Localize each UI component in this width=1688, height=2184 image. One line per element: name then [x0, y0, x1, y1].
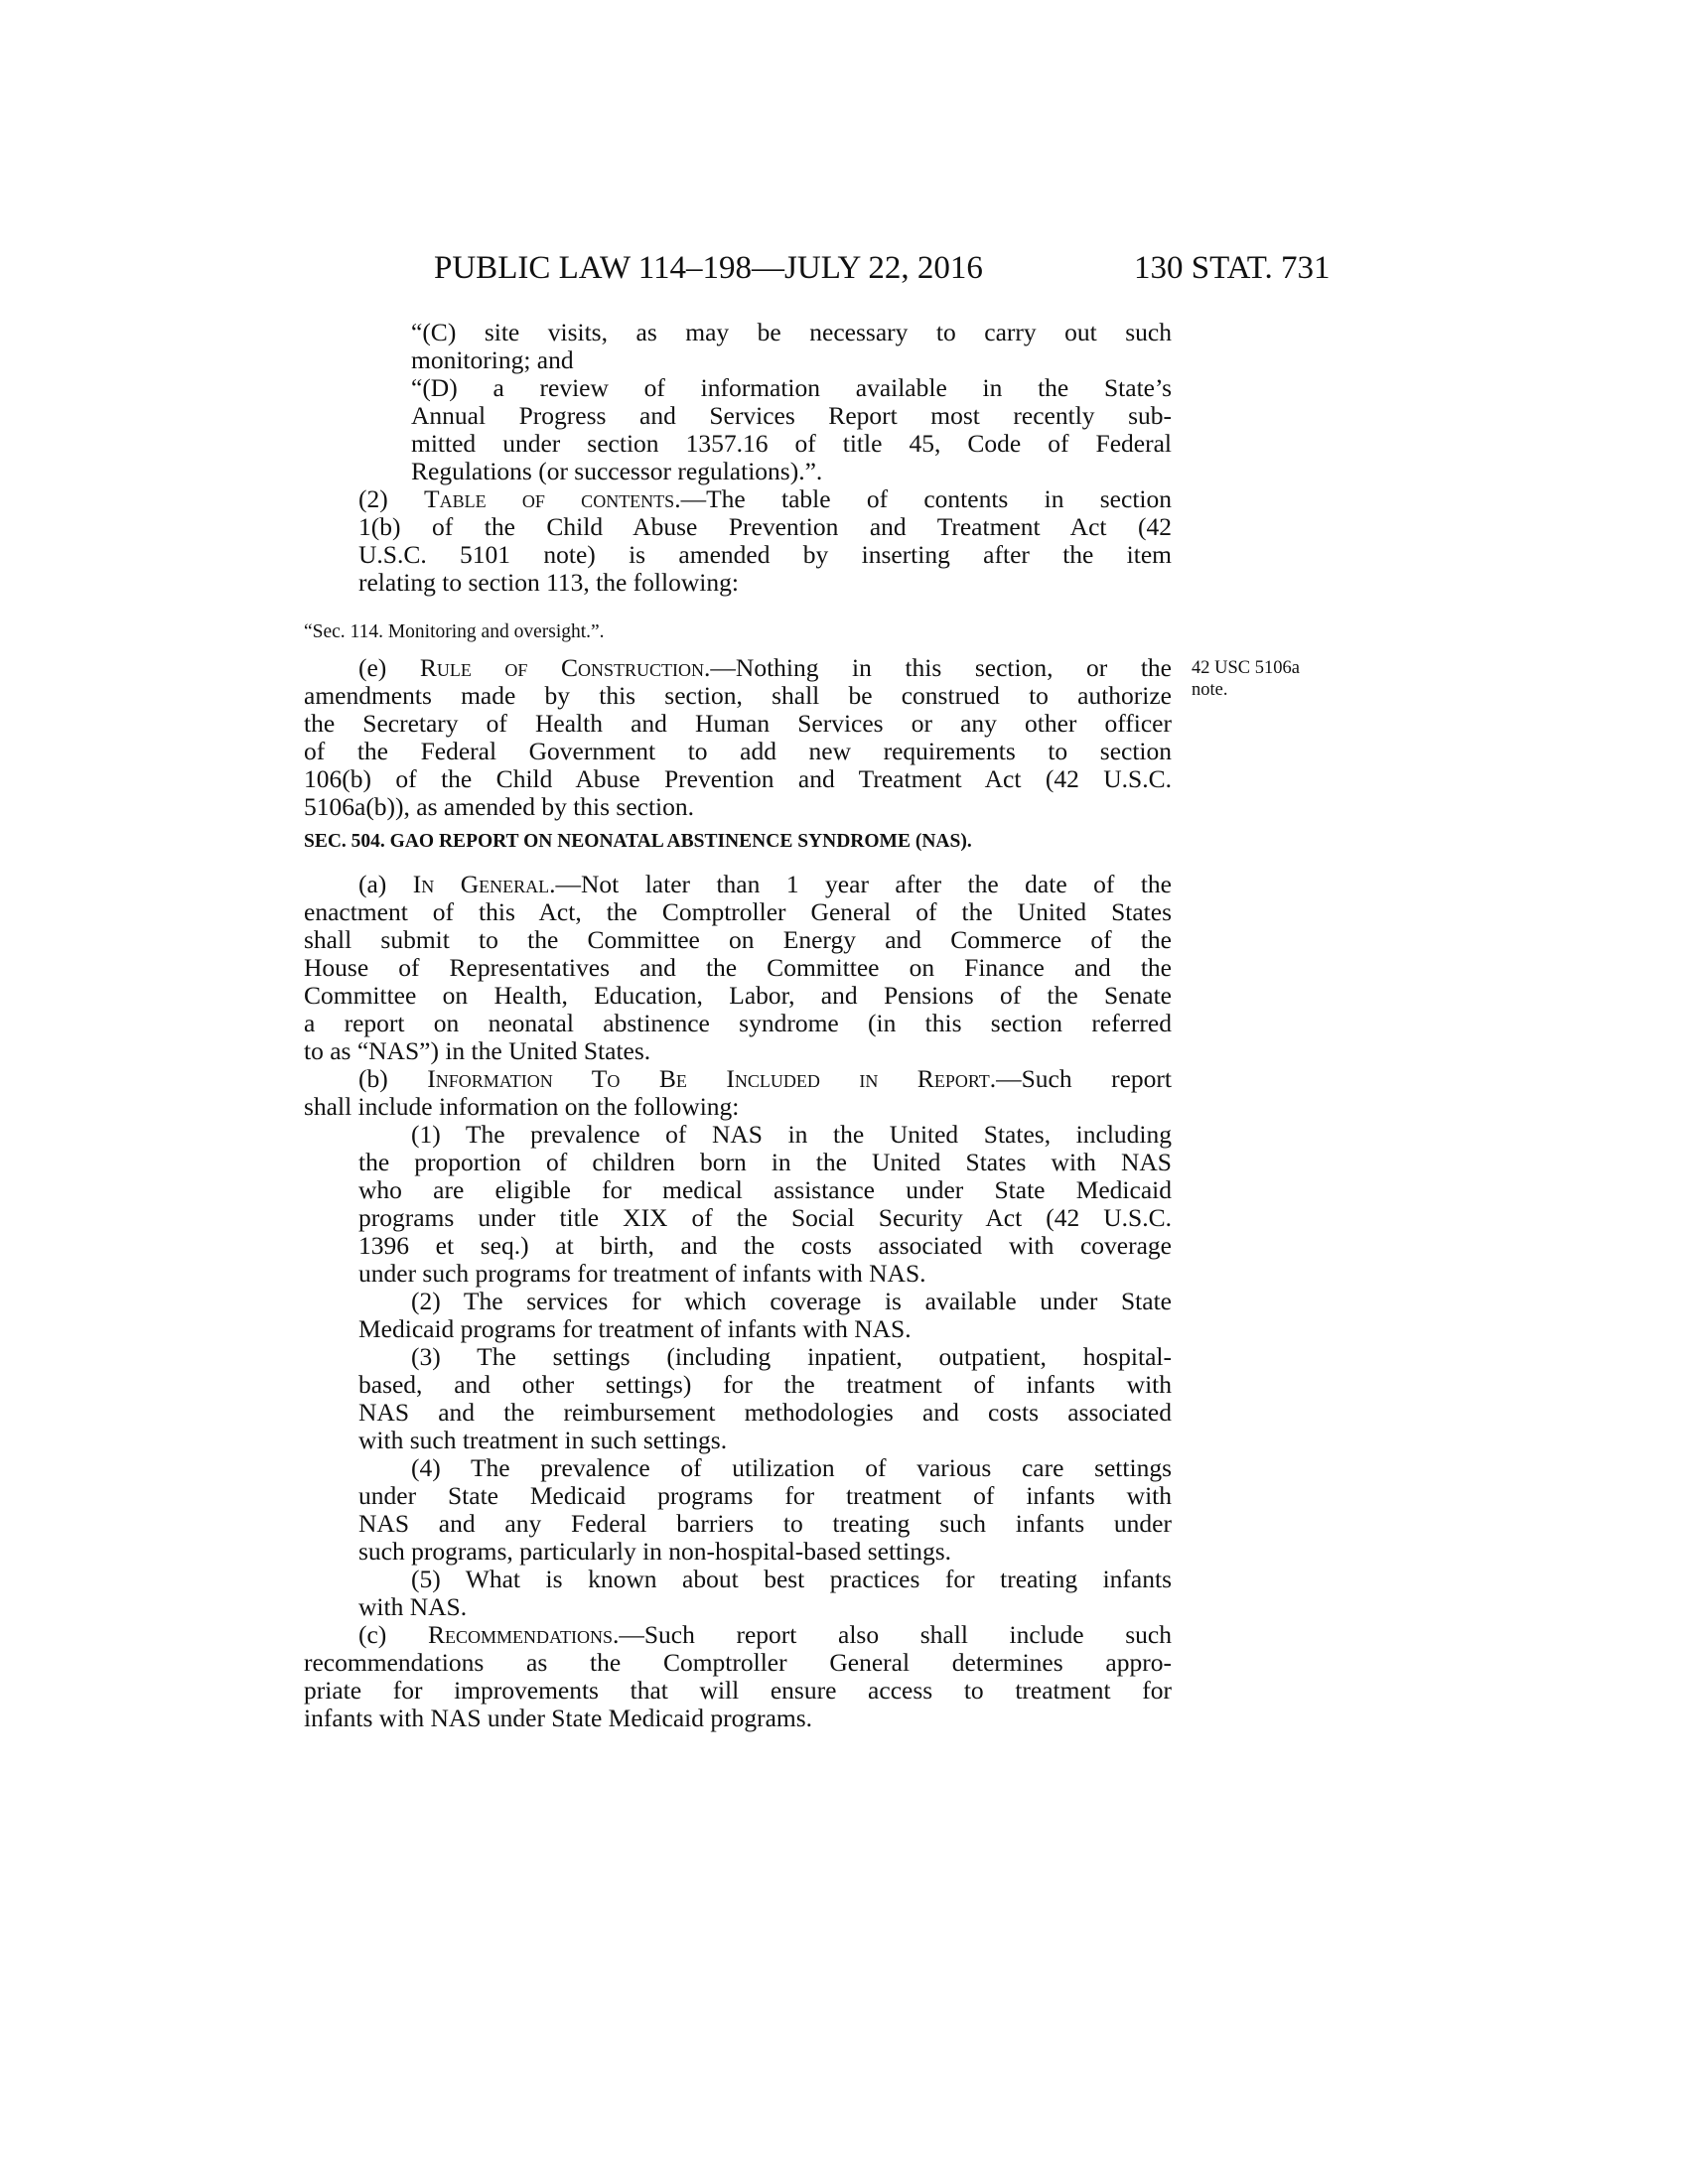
- list-item-line: (4) The prevalence of utilization of various care settings: [411, 1453, 1172, 1482]
- rec-paragraph-first-line: [358, 1621, 1172, 1649]
- paragraph-text: .—Nothing in this section, or the: [704, 653, 1172, 682]
- paragraph-number: (a): [358, 870, 413, 898]
- text-line: to as “NAS”) in the United States.: [304, 1036, 651, 1065]
- rule-paragraph-first-line: [358, 654, 1172, 682]
- paragraph-number: (c): [358, 1620, 428, 1649]
- paragraph-heading: Recommendations: [427, 1620, 613, 1649]
- text-line: Annual Progress and Services Report most recently sub-: [411, 401, 1172, 430]
- text-line: a report on neonatal abstinence syndrome (in this section referred: [304, 1009, 1172, 1037]
- running-header-stat-page: 130 STAT. 731: [1134, 250, 1331, 286]
- text-line: monitoring; and: [411, 345, 574, 374]
- general-paragraph-first-line: [358, 871, 1172, 898]
- text-line: shall submit to the Committee on Energy and Commerce of the: [304, 925, 1172, 954]
- list-item-line: (5) What is known about best practices for treating infants: [411, 1565, 1172, 1593]
- list-item-line: under such programs for treatment of infants with NAS.: [358, 1259, 926, 1288]
- text-line: infants with NAS under State Medicaid programs.: [304, 1704, 813, 1732]
- running-header-title: PUBLIC LAW 114–198—JULY 22, 2016: [434, 250, 983, 286]
- text-line: House of Representatives and the Committee on Finance and the: [304, 953, 1172, 982]
- paragraph-number: (2): [358, 484, 425, 513]
- list-item-line: with NAS.: [358, 1592, 468, 1621]
- text-line: 1(b) of the Child Abuse Prevention and Treatment Act (42: [358, 512, 1172, 541]
- list-item-line: such programs, particularly in non-hospital-based settings.: [358, 1537, 951, 1566]
- text-line: relating to section 113, the following:: [358, 568, 739, 597]
- text-line: U.S.C. 5101 note) is amended by inserting after the item: [358, 540, 1172, 569]
- text-line: mitted under section 1357.16 of title 45, Code of Federal: [411, 429, 1172, 458]
- paragraph-heading: Information To Be Included in Report: [427, 1064, 990, 1093]
- paragraph-text: .—Not later than 1 year after the date of the: [549, 870, 1172, 898]
- list-item-line: NAS and any Federal barriers to treating such infants under: [358, 1509, 1172, 1538]
- text-line: Committee on Health, Education, Labor, and Pensions of the Senate: [304, 981, 1172, 1010]
- text-line: “(C) site visits, as may be necessary to carry out such: [411, 318, 1172, 346]
- toc-paragraph-first-line: [358, 485, 1172, 513]
- list-item-line: Medicaid programs for treatment of infants with NAS.: [358, 1314, 912, 1343]
- text-line: amendments made by this section, shall be construed to authorize: [304, 681, 1172, 710]
- list-item-line: under State Medicaid programs for treatment of infants with: [358, 1481, 1172, 1510]
- text-line: priate for improvements that will ensure access to treatment for: [304, 1676, 1172, 1705]
- margin-note-line: note.: [1192, 680, 1228, 700]
- list-item-line: (3) The settings (including inpatient, outpatient, hospital-: [411, 1342, 1172, 1371]
- paragraph-number: (e): [358, 653, 420, 682]
- list-item-line: (1) The prevalence of NAS in the United States, including: [411, 1120, 1172, 1149]
- text-line: 5106a(b)), as amended by this section.: [304, 792, 695, 821]
- text-line: “(D) a review of information available in the State’s: [411, 373, 1172, 402]
- text-line: 106(b) of the Child Abuse Prevention and Treatment Act (42 U.S.C.: [304, 764, 1172, 793]
- text-line: Regulations (or successor regulations).”.: [411, 457, 823, 485]
- paragraph-text: .—Such report also shall include such: [612, 1620, 1172, 1649]
- paragraph-heading: Rule of Construction: [419, 653, 705, 682]
- list-item-line: with such treatment in such settings.: [358, 1426, 728, 1454]
- info-paragraph-first-line: [358, 1065, 1172, 1093]
- text-line: recommendations as the Comptroller General determines appro-: [304, 1648, 1172, 1677]
- paragraph-heading: Table of contents: [424, 484, 675, 513]
- margin-note-line: 42 USC 5106a: [1192, 658, 1300, 678]
- paragraph-text: .—Such report: [989, 1064, 1173, 1093]
- list-item-line: (2) The services for which coverage is available under State: [411, 1287, 1172, 1315]
- paragraph-number: (b): [358, 1064, 428, 1093]
- list-item-line: the proportion of children born in the United States with NAS: [358, 1148, 1172, 1176]
- paragraph-heading: In General: [412, 870, 550, 898]
- list-item-line: NAS and the reimbursement methodologies and costs associated: [358, 1398, 1172, 1427]
- list-item-line: based, and other settings) for the treatment of infants with: [358, 1370, 1172, 1399]
- text-line: the Secretary of Health and Human Services or any other officer: [304, 709, 1172, 738]
- section-heading: SEC. 504. GAO REPORT ON NEONATAL ABSTINENCE SYNDROME (NAS).: [304, 831, 972, 852]
- text-line: enactment of this Act, the Comptroller General of the United States: [304, 897, 1172, 926]
- list-item-line: who are eligible for medical assistance under State Medicaid: [358, 1175, 1172, 1204]
- text-line: of the Federal Government to add new requirements to section: [304, 737, 1172, 765]
- text-line: shall include information on the following:: [304, 1092, 740, 1121]
- list-item-line: programs under title XIX of the Social Security Act (42 U.S.C.: [358, 1203, 1172, 1232]
- list-item-line: 1396 et seq.) at birth, and the costs associated with coverage: [358, 1231, 1172, 1260]
- toc-entry: “Sec. 114. Monitoring and oversight.”.: [304, 621, 605, 642]
- paragraph-text: .—The table of contents in section: [674, 484, 1172, 513]
